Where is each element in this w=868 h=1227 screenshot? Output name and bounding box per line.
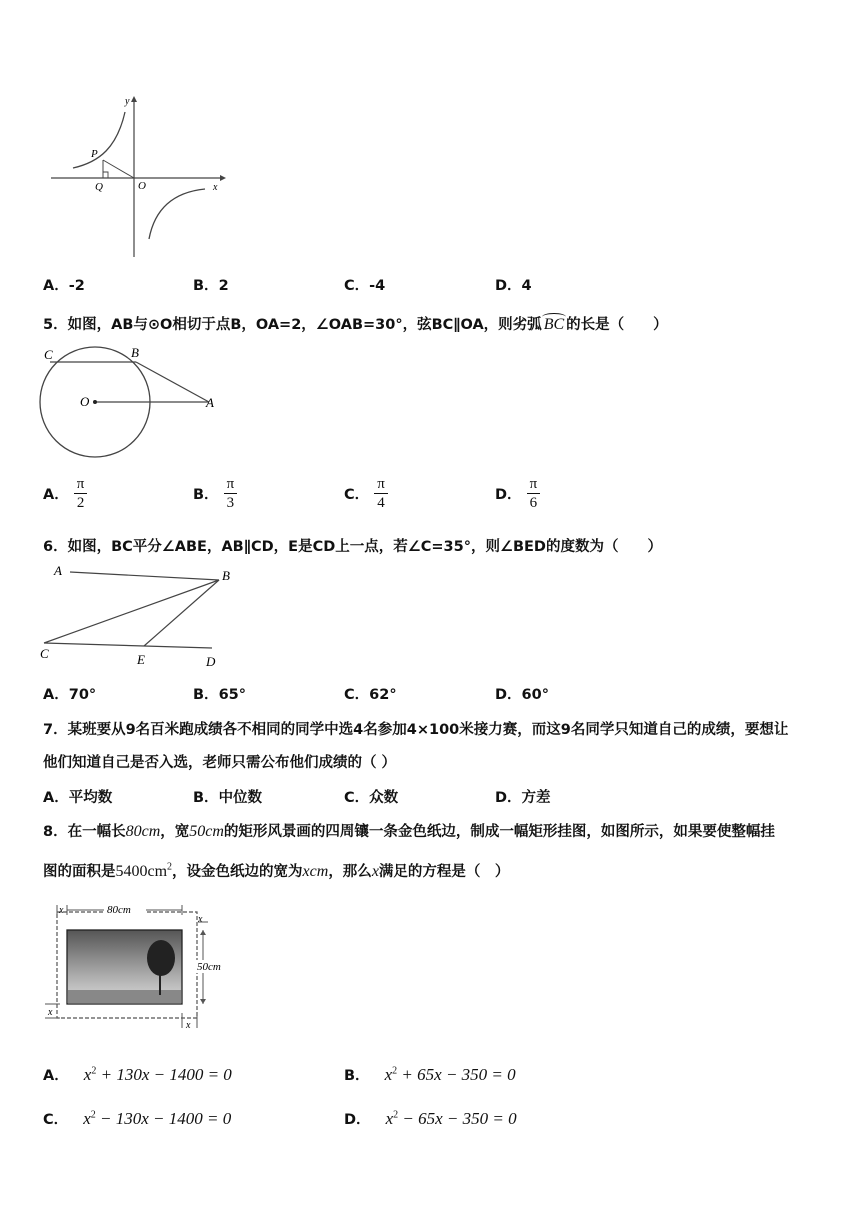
point-b-label: B — [131, 345, 139, 360]
option-value: 平均数 — [68, 790, 113, 806]
q6-option-c[interactable] — [344, 683, 397, 704]
q7-option-a[interactable] — [43, 786, 112, 807]
question-stem: ，那么 — [328, 864, 372, 880]
option-letter: C． — [344, 278, 370, 294]
numerator: π — [74, 475, 88, 494]
option-letter: C． — [344, 487, 370, 503]
option-letter: A． — [43, 790, 69, 806]
point-e-label: E — [137, 652, 145, 667]
line-cd — [44, 643, 212, 648]
question-stem: 在一幅长 — [67, 824, 126, 840]
question-number: 7． — [43, 722, 68, 738]
option-letter: A． — [43, 1068, 69, 1084]
arrow-up-icon — [200, 930, 206, 935]
point-p-label: P — [91, 148, 98, 160]
border-x-label-bottom: x — [186, 1020, 191, 1031]
tangent-ab — [136, 362, 209, 402]
length-value: 80cm — [125, 823, 161, 840]
q7-stem-line1 — [43, 718, 788, 739]
option-letter: D． — [495, 487, 522, 503]
question-number: 6． — [43, 539, 68, 555]
q7-option-c[interactable] — [344, 786, 398, 807]
width-label: 50cm — [197, 961, 221, 973]
question-stem-end: 的长是（ ） — [566, 317, 668, 333]
equation: $x^2 - 65x - 350 = 0$ — [385, 1109, 517, 1128]
q8-stem-line1 — [43, 820, 775, 841]
equation: $x^2 + 130x - 1400 = 0$ — [83, 1065, 232, 1084]
option-letter: C． — [344, 687, 370, 703]
point-q-label: Q — [95, 181, 103, 193]
option-value: 65° — [218, 687, 246, 703]
q4-option-b[interactable] — [193, 274, 229, 295]
q7-option-b[interactable] — [193, 786, 262, 807]
border-x-label-right: x — [198, 914, 203, 925]
q7-option-d[interactable] — [495, 786, 551, 807]
hyperbola-branch-right — [149, 189, 205, 239]
option-value: 60° — [521, 687, 549, 703]
ground — [68, 990, 181, 1003]
denominator: 3 — [226, 495, 235, 511]
tree-crown — [147, 940, 175, 976]
option-value: -4 — [369, 278, 386, 294]
arc-symbol-icon — [542, 313, 566, 321]
q5-option-b[interactable] — [193, 475, 237, 512]
q7-stem-line2 — [43, 751, 396, 772]
question-stem: 图的面积是 — [43, 864, 116, 880]
question-stem: 如图，BC平分∠ABE，AB∥CD，E是CD上一点，若∠C=35°，则∠BED的度数为（ ） — [67, 539, 662, 555]
q6-option-b[interactable] — [193, 683, 246, 704]
length-label: 80cm — [107, 904, 131, 916]
option-letter: B． — [193, 790, 219, 806]
denominator: 6 — [529, 495, 538, 511]
line-ab — [70, 572, 219, 580]
question-stem: ，宽 — [160, 824, 190, 840]
option-letter: D． — [495, 278, 522, 294]
arrow-down-icon — [200, 999, 206, 1004]
q5-option-c[interactable] — [344, 475, 388, 512]
option-letter: D． — [495, 790, 522, 806]
fraction — [224, 475, 238, 512]
option-value: 2 — [218, 278, 229, 294]
option-letter: A． — [43, 278, 69, 294]
denominator: 2 — [76, 495, 85, 511]
option-letter: B． — [193, 687, 219, 703]
point-c-label: C — [40, 646, 49, 661]
q5-option-d[interactable] — [495, 475, 540, 512]
question-stem: 某班要从9名百米跑成绩各不相同的同学中选4名参加4×100米接力赛，而这9名同学只知道自己的成绩，要想让 — [67, 722, 789, 738]
q5-option-a[interactable] — [43, 475, 87, 512]
segment-bc — [44, 580, 219, 643]
q6-stem — [43, 535, 662, 556]
q8-option-d[interactable] — [344, 1108, 517, 1129]
variable-x: x — [371, 863, 379, 880]
option-value: 4 — [521, 278, 532, 294]
segment-be — [144, 580, 219, 646]
question-stem: 如图，AB与⊙O相切于点B，OA=2，∠OAB=30°，弦BC∥OA，则劣弧 — [67, 317, 542, 333]
question-number: 8． — [43, 824, 68, 840]
q5-circle-figure — [36, 340, 226, 460]
y-axis-arrow — [131, 96, 137, 102]
x-axis-arrow — [220, 175, 226, 181]
q6-option-d[interactable] — [495, 683, 549, 704]
fraction — [74, 475, 88, 512]
equation: $x^2 - 130x - 1400 = 0$ — [83, 1109, 232, 1128]
q8-option-a[interactable] — [43, 1064, 232, 1085]
point-a-label: A — [206, 395, 214, 410]
fraction — [374, 475, 388, 512]
arc-bc-label: BC — [542, 316, 566, 334]
option-letter: C． — [43, 1112, 69, 1128]
numerator: π — [374, 475, 388, 494]
point-d-label: D — [206, 654, 216, 669]
equation: $x^2 + 65x - 350 = 0$ — [384, 1065, 516, 1084]
q6-option-a[interactable] — [43, 683, 96, 704]
question-number: 5． — [43, 317, 68, 333]
right-angle-mark — [103, 172, 108, 178]
q8-option-b[interactable] — [344, 1064, 516, 1085]
variable-value: xcm — [302, 863, 329, 880]
q4-option-c[interactable] — [344, 274, 385, 295]
option-value: -2 — [68, 278, 85, 294]
y-axis-label: y — [125, 96, 130, 107]
question-stem: 满足的方程是（ ） — [378, 864, 510, 880]
question-stem: ，设金色纸边的宽为 — [172, 864, 303, 880]
q8-stem-line2 — [43, 860, 509, 881]
q4-option-d[interactable] — [495, 274, 532, 295]
option-value: 中位数 — [218, 790, 263, 806]
fraction — [527, 475, 541, 512]
option-value: 众数 — [369, 790, 399, 806]
hyperbola-branch-left — [73, 112, 125, 168]
option-value: 70° — [68, 687, 97, 703]
q4-hyperbola-figure — [45, 92, 230, 262]
point-c-label: C — [44, 347, 53, 362]
numerator: π — [527, 475, 541, 494]
option-value: 方差 — [521, 790, 551, 806]
point-o-label: O — [138, 180, 146, 192]
option-letter: D． — [344, 1112, 371, 1128]
q8-frame-figure — [40, 900, 240, 1035]
border-x-label-top: x — [59, 905, 64, 916]
center-dot — [93, 400, 97, 404]
option-letter: B． — [344, 1068, 370, 1084]
point-o-label: O — [80, 394, 90, 409]
area-value: $5400cm^2$ — [115, 861, 173, 880]
q6-parallel-lines-figure — [36, 560, 241, 672]
option-value: 62° — [369, 687, 397, 703]
denominator: 4 — [377, 495, 385, 511]
question-stem: 他们知道自己是否入选，老师只需公布他们成绩的（ ） — [43, 755, 397, 771]
question-stem: 的矩形风景画的四周镶一条金色纸边，制成一幅矩形挂图，如图所示，如果要使整幅挂 — [223, 824, 775, 840]
option-letter: B． — [193, 487, 219, 503]
option-letter: D． — [495, 687, 522, 703]
width-value: 50cm — [189, 823, 224, 840]
option-letter: A． — [43, 687, 69, 703]
q4-option-a[interactable] — [43, 274, 85, 295]
option-letter: A． — [43, 487, 69, 503]
x-axis-label: x — [213, 182, 218, 193]
point-a-label: A — [54, 563, 62, 578]
option-letter: C． — [344, 790, 370, 806]
point-b-label: B — [222, 568, 230, 583]
border-x-label-left: x — [48, 1007, 53, 1018]
option-letter: B． — [193, 278, 219, 294]
q5-stem — [43, 313, 668, 334]
numerator: π — [224, 475, 238, 494]
q8-option-c[interactable] — [43, 1108, 231, 1129]
